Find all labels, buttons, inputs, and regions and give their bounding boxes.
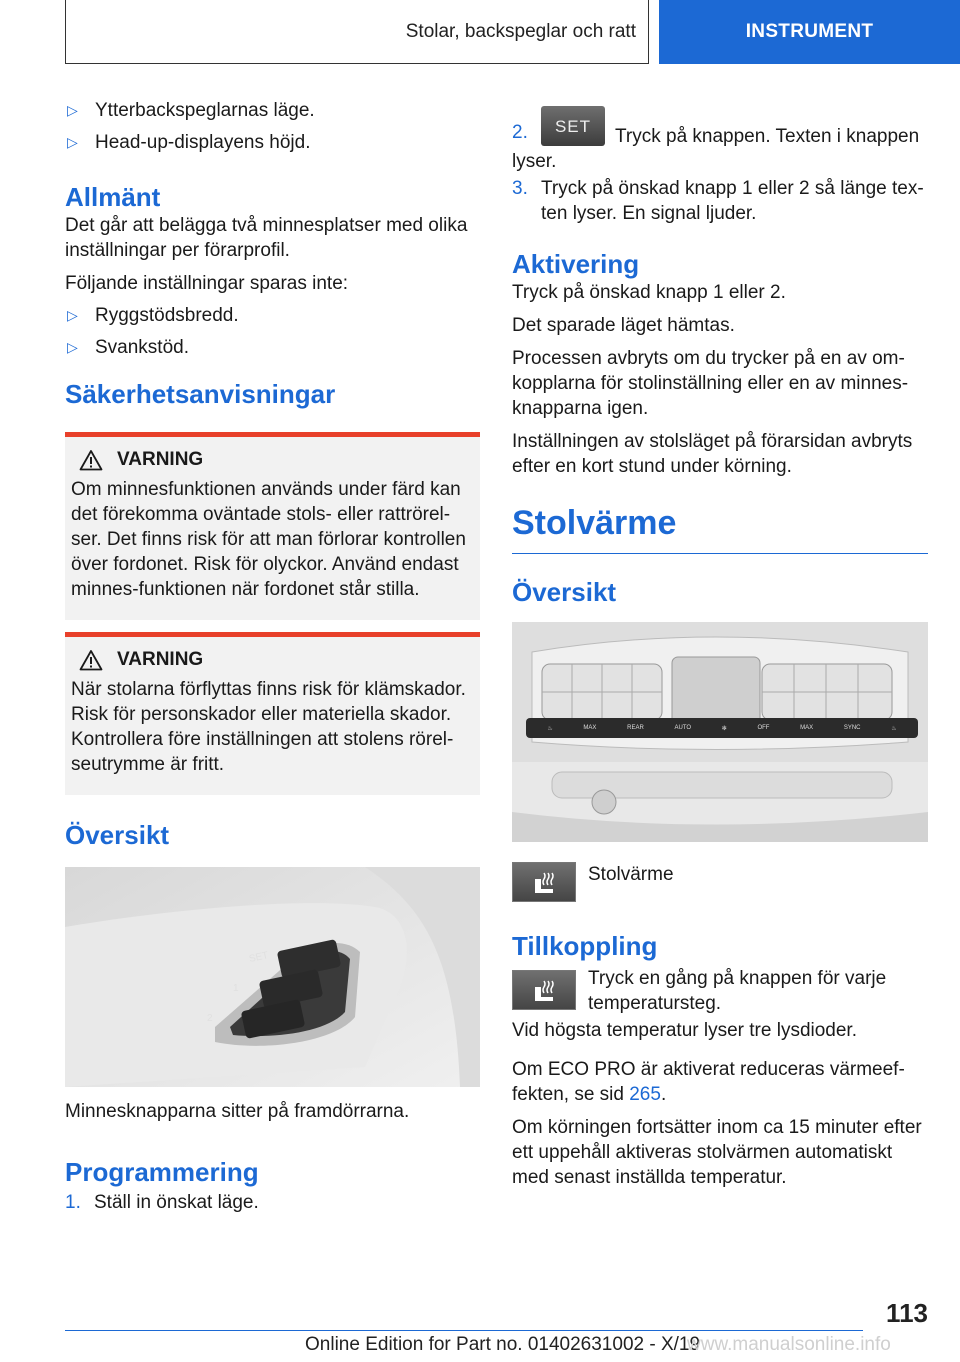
- panel-label: OFF: [757, 725, 770, 731]
- set-button-label: SET: [248, 950, 270, 965]
- paragraph: Det sparade läget hämtas.: [512, 315, 735, 336]
- list-item: ▷ Svankstöd.: [67, 337, 189, 358]
- warning-box: [65, 632, 480, 795]
- list-item: ▷ Ytterbackspeglarnas läge.: [67, 100, 315, 121]
- watermark: www.manualsonline.info: [687, 1334, 891, 1355]
- warning-icon: [79, 649, 103, 671]
- warning-icon: [79, 449, 103, 471]
- seat-heating-icon: [529, 977, 559, 1003]
- seat-heat-left-icon[interactable]: ♨: [547, 725, 553, 732]
- panel-label: MAX: [583, 725, 597, 731]
- paragraph: Inställningen av stolsläget på förarsidan avbryts efter en kort stund under körning.: [512, 431, 913, 477]
- warning-text: När stolarna förflyttas finns risk för klämskador. Risk för personskador eller materiella skador. Kontrollera före inställningen att stolens rörelseutrymme är fritt.: [71, 679, 466, 775]
- header-chapter-tab[interactable]: [659, 0, 960, 64]
- heading-aktivering: Aktivering: [512, 249, 640, 279]
- triangle-bullet-icon: ▷: [67, 307, 78, 323]
- header-section-title: [65, 0, 649, 64]
- list-item: ▷ Ryggstödsbredd.: [67, 305, 239, 326]
- set-button-icon: SET: [541, 106, 605, 146]
- heading-tillkoppling: Tillkoppling: [512, 931, 658, 961]
- memory-1-button-label: 1: [233, 983, 239, 994]
- left-column: [65, 98, 480, 1215]
- memory-2-button-label: 2: [207, 1013, 213, 1024]
- paragraph: Det går att belägga två minnesplatser med olika inställningar per förarprofil.: [65, 215, 468, 261]
- list-item: 1. Ställ in önskat läge.: [65, 1192, 259, 1213]
- edition-text: Online Edition for Part no. 01402631002 - X/19: [305, 1334, 701, 1355]
- panel-label: AUTO: [674, 725, 692, 731]
- paragraph: Om körningen fortsätter inom ca 15 minuter efter ett uppehåll aktiveras stolvärmen automatiskt med senast inställda temperatur.: [512, 1117, 922, 1188]
- paragraph: Vid högsta temperatur lyser tre lysdioder.: [512, 1020, 857, 1041]
- right-column: [512, 106, 928, 1190]
- section-title-text: Stolar, backspeglar och ratt: [405, 20, 636, 42]
- paragraph: Följande inställningar sparas inte:: [65, 273, 349, 294]
- page-link[interactable]: 265: [629, 1084, 661, 1105]
- list-item: 3. Tryck på önskad knapp 1 eller 2 så länge texten lyser. En signal ljuder.: [512, 178, 924, 224]
- warning-label: VARNING: [117, 449, 204, 470]
- heading-oversikt-stolvarme: Översikt: [512, 577, 617, 607]
- heading-programmering: Programmering: [65, 1157, 259, 1187]
- warning-box: [65, 432, 480, 620]
- seat-heat-right-icon[interactable]: ♨: [891, 725, 897, 732]
- list-item: ▷ Head-up-displayens höjd.: [67, 132, 311, 153]
- triangle-bullet-icon: ▷: [67, 134, 78, 150]
- page-number: 113: [886, 1298, 928, 1328]
- climate-panel-photo: [512, 622, 928, 842]
- door-memory-buttons-photo: [65, 867, 480, 1087]
- paragraph: Tryck på önskad knapp 1 eller 2.: [512, 282, 786, 303]
- photo-caption: Minnesknapparna sitter på framdörrarna.: [65, 1101, 410, 1122]
- section-divider: [512, 553, 928, 554]
- panel-label: SYNC: [843, 725, 861, 731]
- triangle-bullet-icon: ▷: [67, 339, 78, 355]
- icon-caption: Stolvärme: [588, 864, 674, 885]
- heading-oversikt: Översikt: [65, 820, 170, 850]
- panel-label: MAX: [800, 725, 814, 731]
- panel-label: REAR: [627, 725, 644, 731]
- triangle-bullet-icon: ▷: [67, 102, 78, 118]
- seat-heating-icon: [529, 869, 559, 895]
- footer-divider: [65, 1330, 863, 1331]
- heading-allmant: Allmänt: [65, 182, 161, 212]
- heading-sakerhetsanvisningar: Säkerhetsanvisningar: [65, 379, 336, 409]
- warning-text: Om minnesfunktionen används under färd kan det förekomma oväntade stols- eller rattrörelser. Det finns risk för att man förlorar kontrollen över fordonet. Risk för olyckor. Använd endast minnes-funktionen när fordonet står stilla.: [71, 479, 466, 600]
- chapter-title: INSTRUMENT: [745, 21, 874, 42]
- paragraph: Tryck en gång på knappen för varje temperatursteg.: [588, 968, 887, 1014]
- seat-heating-button-icon: [512, 862, 576, 902]
- paragraph: Om ECO PRO är aktiverat reduceras värmeeffekten, se sid 265.: [512, 1059, 905, 1105]
- paragraph: Processen avbryts om du trycker på en av omkopplarna för stolinställning eller en av minnesknapparna igen.: [512, 348, 909, 419]
- door-panel-illustration: [65, 867, 480, 1087]
- fan-icon: ✻: [721, 725, 727, 732]
- warning-label: VARNING: [117, 649, 204, 670]
- heading-stolvarme: Stolvärme: [512, 504, 677, 542]
- step-text: Tryck på knappen. Texten i knappen lyser.: [512, 126, 920, 172]
- list-item: 2. SET: [512, 106, 928, 146]
- seat-heating-button-icon: [512, 970, 576, 1010]
